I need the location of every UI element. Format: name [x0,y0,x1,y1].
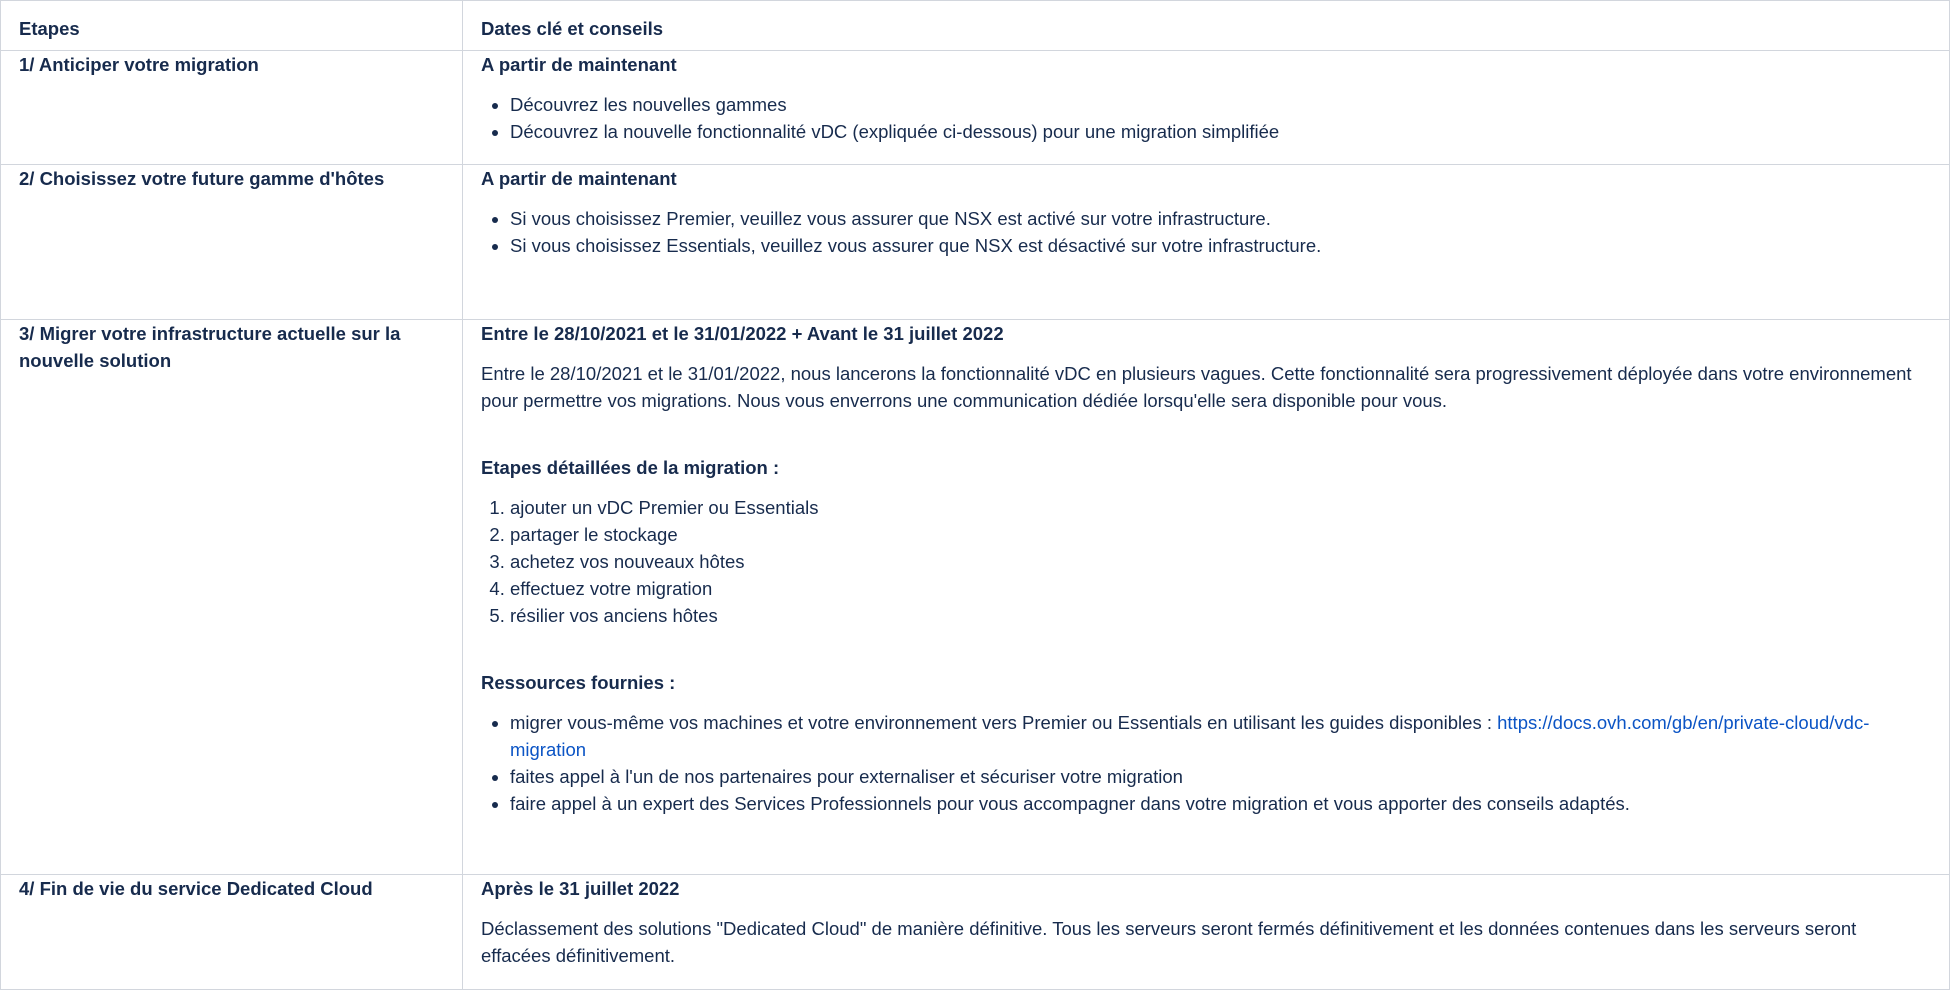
list-item: 2. partager le stockage [510,521,1931,548]
list-item: • Si vous choisissez Premier, veuillez vous assurer que NSX est activé sur votre infrastructure. [510,205,1931,232]
resource-text: migrer vous-même vos machines et votre environnement vers Premier ou Essentials en utilisant les guides disponibles : [510,712,1498,733]
bullet-list [481,205,1931,259]
list-item: • faire appel à un expert des Services Professionnels pour vous accompagner dans votre migration et vous apporter des conseils adaptés. [510,790,1931,817]
table-row [1,875,1950,990]
migration-steps-heading: Etapes détaillées de la migration : [481,457,780,478]
list-item: 3. achetez vos nouveaux hôtes [510,548,1931,575]
column-header-steps: Etapes [1,1,463,51]
step-cell: 4/ Fin de vie du service Dedicated Cloud [1,875,463,990]
list-item: 5. résilier vos anciens hôtes [510,602,1931,629]
details-cell [463,51,1950,165]
list-item: • faites appel à l'un de nos partenaires pour externaliser et sécuriser votre migration [510,763,1931,790]
table-row [1,320,1950,875]
list-item: 4. effectuez votre migration [510,575,1931,602]
step-cell: 2/ Choisissez votre future gamme d'hôtes [1,165,463,320]
column-header-dates: Dates clé et conseils [463,1,1950,51]
row-paragraph: Entre le 28/10/2021 et le 31/01/2022, nous lancerons la fonctionnalité vDC en plusieurs vagues. Cette fonctionnalité sera progressivement déployée dans votre environnement pour permettre vos migrations. Nous vous enverrons une communication dédiée lorsqu'elle sera disponible pour vous. [481,363,1912,411]
list-item: • Découvrez la nouvelle fonctionnalité vDC (expliquée ci-dessous) pour une migration simplifiée [510,118,1931,145]
row-heading: A partir de maintenant [481,168,677,189]
list-item: 1. ajouter un vDC Premier ou Essentials [510,494,1931,521]
list-item [510,709,1931,763]
bullet-list [481,709,1931,817]
step-cell: 1/ Anticiper votre migration [1,51,463,165]
details-cell [463,875,1950,990]
list-item: • Si vous choisissez Essentials, veuillez vous assurer que NSX est désactivé sur votre infrastructure. [510,232,1931,259]
details-cell [463,165,1950,320]
resources-heading: Ressources fournies : [481,672,676,693]
numbered-list [481,494,1931,629]
table-row [1,165,1950,320]
list-item: • Découvrez les nouvelles gammes [510,91,1931,118]
row-paragraph: Déclassement des solutions "Dedicated Cloud" de manière définitive. Tous les serveurs seront fermés définitivement et les données contenues dans les serveurs seront effacées définitivement. [481,918,1857,966]
row-heading: Entre le 28/10/2021 et le 31/01/2022 + Avant le 31 juillet 2022 [481,323,1004,344]
row-heading: Après le 31 juillet 2022 [481,878,680,899]
step-cell: 3/ Migrer votre infrastructure actuelle sur la nouvelle solution [1,320,463,875]
vdc-migration-guide-link[interactable]: https://docs.ovh.com/gb/en/private-cloud/vdc-migration [510,712,1870,760]
table-header-row [1,1,1950,51]
table-row [1,51,1950,165]
details-cell [463,320,1950,875]
bullet-list [481,91,1931,145]
row-heading: A partir de maintenant [481,54,677,75]
